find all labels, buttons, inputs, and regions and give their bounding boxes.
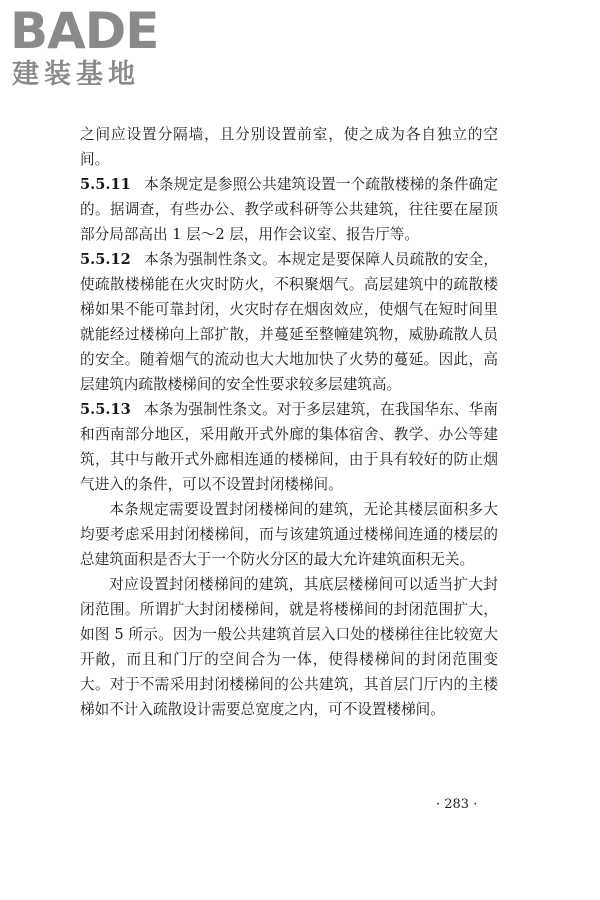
logo-subtitle: 建装基地 xyxy=(12,59,140,90)
logo xyxy=(10,2,180,94)
paragraph-text: 本条为强制性条文。对于多层建筑，在我国华东、华南和西南部分地区，采用敞开式外廊的集体宿舍、教学、办公等建筑，其中与敞开式外廊相连通的楼梯间，由于具有较好的防止烟气进入的条件，可以不设置封闭楼梯间。 xyxy=(80,401,498,493)
paragraph xyxy=(80,497,498,572)
clause-number: 5.5.13 xyxy=(80,401,131,418)
body-text xyxy=(80,122,498,722)
clause-paragraph xyxy=(80,172,498,247)
paragraph-text: 对应设置封闭楼梯间的建筑，其底层楼梯间可以适当扩大封闭范围。所谓扩大封闭楼梯间，就是将楼梯间的封闭范围扩大，如图 5 所示。因为一般公共建筑首层入口处的楼梯往往比较宽大开敞，而且和门厅的空间合为一体，使得楼梯间的封闭范围变大。对于不需采用封闭楼梯间的公共建筑，其首层门厅内的主楼梯如不计入疏散设计需要总宽度之内，可不设置楼梯间。 xyxy=(80,576,498,718)
paragraph xyxy=(80,572,498,722)
logo-wordmark: BADE xyxy=(10,2,159,60)
paragraph-text: 本条规定需要设置封闭楼梯间的建筑，无论其楼层面积多大均要考虑采用封闭楼梯间，而与该建筑通过楼梯间连通的楼层的总建筑面积是否大于一个防火分区的最大允许建筑面积无关。 xyxy=(80,501,498,568)
paragraph-text: 之间应设置分隔墙，且分别设置前室，使之成为各自独立的空间。 xyxy=(80,126,498,168)
clause-number: 5.5.11 xyxy=(80,176,131,193)
paragraph-text: 本条规定是参照公共建筑设置一个疏散楼梯的条件确定的。据调查，有些办公、教学或科研等公共建筑，往往要在屋顶部分局部高出 1 层～2 层，用作会议室、报告厅等。 xyxy=(80,176,498,243)
clause-paragraph xyxy=(80,247,498,397)
clause-number: 5.5.12 xyxy=(80,251,131,268)
paragraph xyxy=(80,122,498,172)
clause-paragraph xyxy=(80,397,498,497)
paragraph-text: 本条为强制性条文。本规定是要保障人员疏散的安全，使疏散楼梯能在火灾时防火，不积聚烟气。高层建筑中的疏散楼梯如果不能可靠封闭，火灾时存在烟囱效应，使烟气在短时间里就能经过楼梯向上部扩散，并蔓延至整幢建筑物，威胁疏散人员的安全。随着烟气的流动也大大地加快了火势的蔓延。因此，高层建筑内疏散楼梯间的安全性要求较多层建筑高。 xyxy=(80,251,498,393)
page-number: · 283 · xyxy=(436,797,478,812)
